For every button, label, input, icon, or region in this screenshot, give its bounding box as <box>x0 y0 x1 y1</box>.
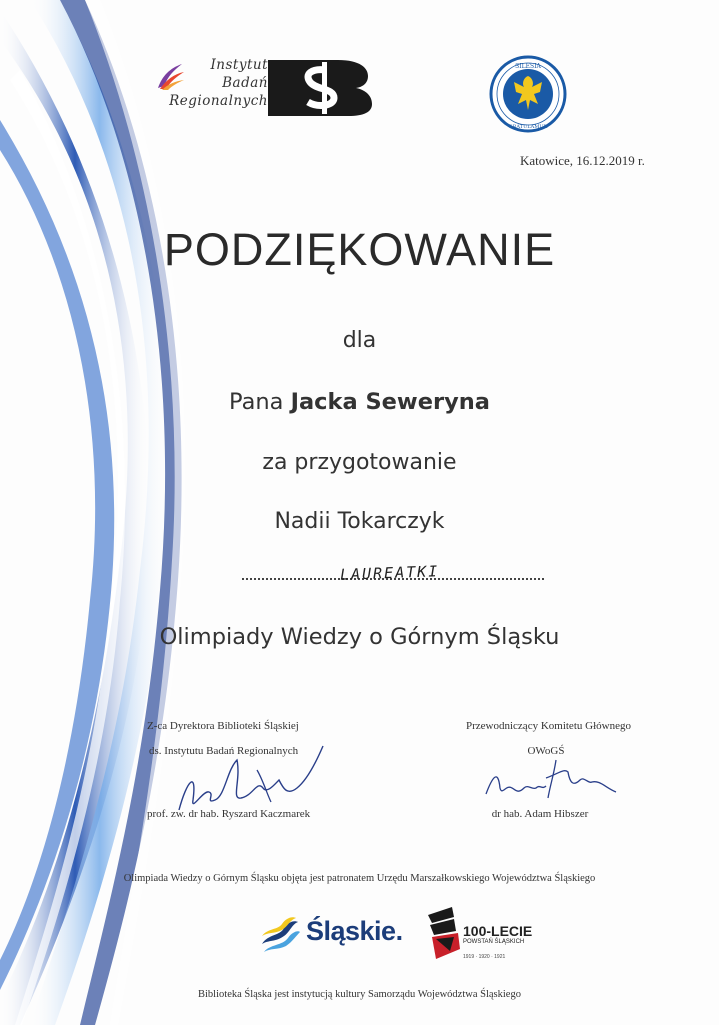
centenary-title: 100-LECIE <box>463 923 533 939</box>
institute-logo <box>150 56 380 126</box>
signatory-right-name: dr hab. Adam Hibszer <box>491 808 589 820</box>
slaskie-wordmark: Śląskie. <box>306 916 403 946</box>
place-date: Katowice, 16.12.2019 r. <box>520 153 645 168</box>
centenary-years: 1919 · 1920 · 1921 <box>463 954 506 960</box>
slaskie-logo <box>258 914 408 954</box>
signatory-left-title-2: ds. Instytutu Badań Regionalnych <box>149 745 299 757</box>
recipient-name: Jacka Seweryna <box>290 389 490 415</box>
preparation-line: za przygotowanie <box>262 450 457 475</box>
svg-text:GRATULAMUR: GRATULAMUR <box>508 124 548 130</box>
centenary-logo <box>424 903 544 963</box>
signatory-right-title-2: OWoGŚ <box>527 745 565 757</box>
institute-name <box>150 56 268 110</box>
ibr-monogram-icon <box>268 58 376 120</box>
institute-line-2: Badań <box>222 75 268 91</box>
slaskie-waves-icon <box>258 914 302 954</box>
signature-right <box>480 754 620 804</box>
institute-line-1: Instytut <box>210 57 268 73</box>
recipient-prefix: Pana <box>229 389 284 415</box>
recipient-line <box>0 389 719 415</box>
handwritten-role: LAUREATKI <box>339 562 440 584</box>
student-name: Nadii Tokarczyk <box>274 509 445 534</box>
signatory-left-title-1: Z-ca Dyrektora Biblioteki Śląskiej <box>147 720 299 732</box>
olympiad-name: Olimpiady Wiedzy o Górnym Śląsku <box>159 624 560 650</box>
silesia-seal <box>488 54 568 134</box>
certificate-title: PODZIĘKOWANIE <box>163 224 556 275</box>
signatory-left-name: prof. zw. dr hab. Ryszard Kaczmarek <box>147 808 311 820</box>
patronage-note: Olimpiada Wiedzy o Górnym Śląsku objęta jest patronatem Urzędu Marszałkowskiego Województwa Śląskiego <box>123 873 596 884</box>
footer-note: Biblioteka Śląska jest instytucją kultury Samorządu Województwa Śląskiego <box>198 989 521 1000</box>
for-word: dla <box>342 328 377 353</box>
centenary-subtitle: POWSTAŃ ŚLĄSKICH <box>463 939 525 945</box>
monument-icon <box>424 905 462 961</box>
institute-line-3: Regionalnych <box>169 93 268 109</box>
svg-text:SILESIA: SILESIA <box>515 63 541 70</box>
signatory-right-title-1: Przewodniczący Komitetu Głównego <box>466 720 631 732</box>
